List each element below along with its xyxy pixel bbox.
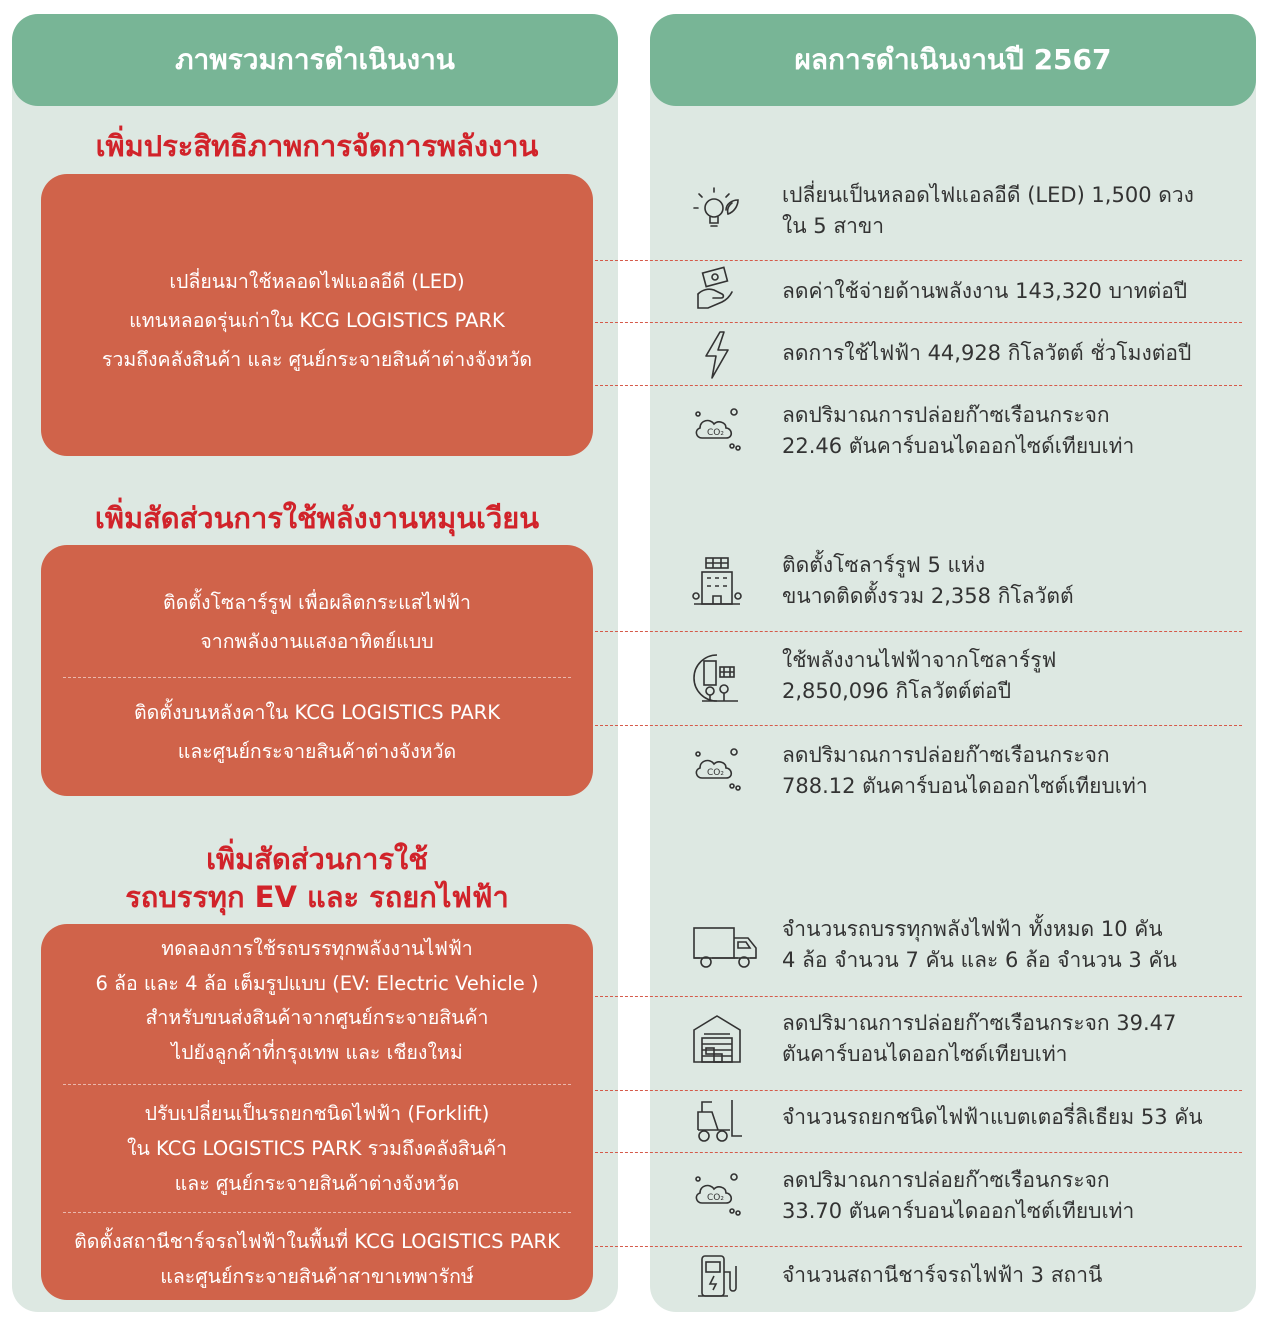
section-title-energy-efficiency: เพิ่มประสิทธิภาพการจัดการพลังงาน	[95, 129, 539, 163]
box-line: ใน KCG LOGISTICS PARK รวมถึงคลังสินค้า	[126, 1137, 508, 1160]
section-title-ev-forklift	[41, 840, 593, 916]
lightning-icon	[690, 328, 744, 382]
electric-truck-icon	[690, 920, 762, 974]
row-divider	[595, 996, 1242, 997]
result-item	[680, 1094, 1250, 1148]
box-text	[41, 1224, 593, 1294]
overview-header: ภาพรวมการดำเนินงาน	[12, 14, 618, 106]
result-item	[680, 266, 1250, 316]
row-divider	[595, 631, 1242, 632]
result-line: ลดค่าใช้จ่ายด้านพลังงาน 143,320 บาทต่อปี	[782, 279, 1188, 303]
result-line: 788.12 ตันคาร์บอนไดออกไซต์เทียบเท่า	[782, 774, 1148, 798]
result-text	[782, 740, 1148, 802]
result-item	[680, 1165, 1250, 1229]
result-line: จำนวนสถานีชาร์จรถไฟฟ้า 3 สถานี	[782, 1263, 1103, 1287]
row-divider	[595, 1152, 1242, 1153]
ev-forklift-box	[41, 924, 593, 1300]
result-text	[782, 338, 1191, 369]
solar-building-icon	[690, 554, 744, 608]
result-item	[680, 550, 1250, 616]
co2-cloud-icon	[690, 1167, 744, 1221]
box-line: เปลี่ยนมาใช้หลอดไฟแอลอีดี (LED)	[169, 270, 465, 293]
result-text	[782, 1008, 1176, 1070]
result-line: ลดปริมาณการปล่อยก๊าซเรือนกระจก	[782, 743, 1110, 767]
box-line: ปรับเปลี่ยนเป็นรถยกชนิดไฟฟ้า (Forklift)	[144, 1102, 490, 1125]
result-line: ลดปริมาณการปล่อยก๊าซเรือนกระจก	[782, 403, 1110, 427]
result-line: ขนาดติดตั้งรวม 2,358 กิโลวัตต์	[782, 584, 1074, 608]
box-text	[41, 583, 593, 661]
box-line: และศูนย์กระจายสินค้าต่างจังหวัด	[177, 740, 457, 763]
box-line: ติดตั้งสถานีชาร์จรถไฟฟ้าในพื้นที่ KCG LOGISTICS PARK	[74, 1230, 560, 1253]
box-line: ติดตั้งโซลาร์รูฟ เพื่อผลิตกระแสไฟฟ้า	[163, 591, 471, 614]
box-line: สำหรับขนส่งสินค้าจากศูนย์กระจายสินค้า	[145, 1006, 489, 1029]
result-text	[782, 550, 1074, 612]
result-text	[782, 914, 1177, 976]
row-divider	[595, 322, 1242, 323]
result-line: ใน 5 สาขา	[782, 214, 885, 238]
row-divider	[595, 1090, 1242, 1091]
box-line: และ ศูนย์กระจายสินค้าต่างจังหวัด	[174, 1172, 460, 1195]
box-line: ไปยังลูกค้าที่กรุงเทพ และ เชียงใหม่	[171, 1040, 463, 1064]
result-text	[782, 276, 1187, 307]
result-item	[680, 914, 1250, 980]
result-item	[680, 180, 1250, 244]
box-line: แทนหลอดรุ่นเก่าใน KCG LOGISTICS PARK	[129, 309, 505, 332]
box-line: ทดลองการใช้รถบรรทุกพลังงานไฟฟ้า	[161, 937, 473, 960]
result-text	[782, 180, 1194, 242]
result-line: 33.70 ตันคาร์บอนไดออกไซต์เทียบเท่า	[782, 1199, 1135, 1223]
result-line: 4 ล้อ จำนวน 7 คัน และ 6 ล้อ จำนวน 3 คัน	[782, 948, 1177, 972]
money-hand-icon	[690, 264, 744, 318]
co2-cloud-icon	[690, 742, 744, 796]
result-line: 2,850,096 กิโลวัตต์ต่อปี	[782, 679, 1012, 703]
result-item	[680, 1008, 1250, 1074]
box-text	[41, 693, 593, 771]
result-text	[782, 400, 1134, 462]
result-line: ตันคาร์บอนไดออกไซด์เทียบเท่า	[782, 1042, 1068, 1066]
result-item	[680, 328, 1250, 382]
energy-efficiency-box	[41, 174, 593, 456]
warehouse-icon	[690, 1012, 744, 1066]
green-city-icon	[690, 651, 744, 705]
forklift-icon	[690, 1094, 744, 1148]
ev-charger-icon	[690, 1250, 744, 1304]
result-line: ลดปริมาณการปล่อยก๊าซเรือนกระจก	[782, 1168, 1110, 1192]
box-divider	[63, 1084, 571, 1085]
box-line: 6 ล้อ และ 4 ล้อ เต็มรูปแบบ (EV: Electric Vehicle )	[95, 971, 539, 995]
svg-text:CO₂: CO₂	[707, 768, 724, 778]
result-text	[782, 1165, 1134, 1227]
result-line: 22.46 ตันคาร์บอนไดออกไซด์เทียบเท่า	[782, 434, 1135, 458]
result-text	[782, 1260, 1102, 1291]
result-item	[680, 400, 1250, 464]
section-title-renewable-energy: เพิ่มสัดส่วนการใช้พลังงานหมุนเวียน	[94, 501, 540, 535]
box-line: ติดตั้งบนหลังคาใน KCG LOGISTICS PARK	[133, 701, 501, 724]
result-text	[782, 645, 1056, 707]
row-divider	[595, 725, 1242, 726]
box-text	[41, 932, 593, 1070]
result-item	[680, 1254, 1250, 1300]
box-line: จากพลังงานแสงอาทิตย์แบบ	[200, 630, 434, 653]
row-divider	[595, 385, 1242, 386]
box-line: และศูนย์กระจายสินค้าสาขาเทพารักษ์	[160, 1265, 474, 1288]
renewable-energy-box	[41, 545, 593, 796]
results-header: ผลการดำเนินงานปี 2567	[650, 14, 1256, 106]
result-line: จำนวนรถยกชนิดไฟฟ้าแบตเตอรี่ลิเธียม 53 คัน	[782, 1105, 1203, 1129]
result-line: จำนวนรถบรรทุกพลังไฟฟ้า ทั้งหมด 10 คัน	[782, 917, 1163, 941]
box-text	[41, 262, 593, 379]
result-line: ลดการใช้ไฟฟ้า 44,928 กิโลวัตต์ ชั่วโมงต่อปี	[782, 341, 1192, 365]
row-divider	[595, 1246, 1242, 1247]
box-divider	[63, 1212, 571, 1213]
box-line: รวมถึงคลังสินค้า และ ศูนย์กระจายสินค้าต่างจังหวัด	[101, 348, 533, 371]
result-item	[680, 740, 1250, 804]
section-title-line: เพิ่มสัดส่วนการใช้	[206, 842, 428, 876]
result-item	[680, 645, 1250, 711]
co2-cloud-icon	[690, 402, 744, 456]
row-divider	[595, 260, 1242, 261]
svg-text:CO₂: CO₂	[707, 428, 724, 438]
led-bulb-leaf-icon	[690, 184, 744, 238]
result-line: ติดตั้งโซลาร์รูฟ 5 แห่ง	[782, 553, 986, 577]
result-line: ลดปริมาณการปล่อยก๊าซเรือนกระจก 39.47	[782, 1011, 1177, 1035]
svg-text:CO₂: CO₂	[707, 1193, 724, 1203]
section-title-line: รถบรรทุก EV และ รถยกไฟฟ้า	[125, 880, 509, 914]
result-line: ใช้พลังงานไฟฟ้าจากโซลาร์รูฟ	[782, 648, 1057, 672]
result-line: เปลี่ยนเป็นหลอดไฟแอลอีดี (LED) 1,500 ดวง	[782, 183, 1194, 207]
box-text	[41, 1096, 593, 1201]
result-text	[782, 1102, 1203, 1133]
box-divider	[63, 677, 571, 678]
